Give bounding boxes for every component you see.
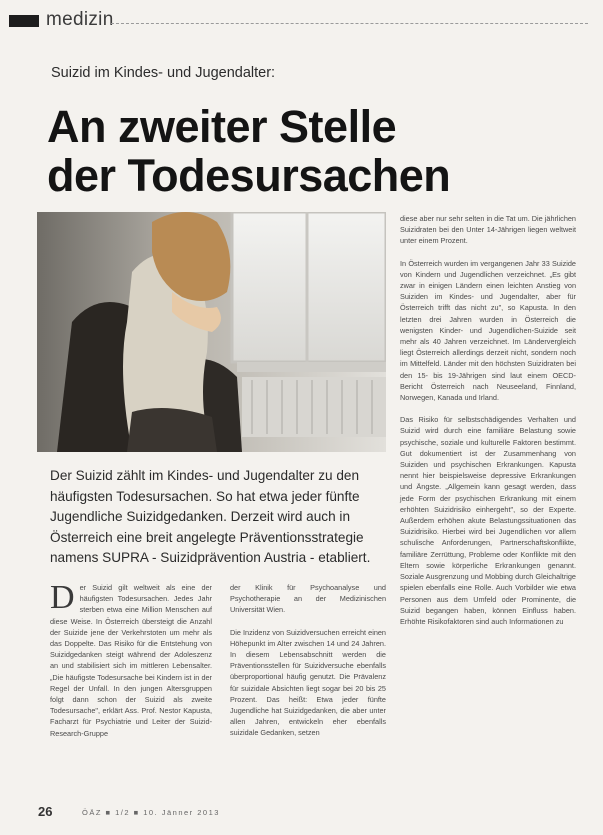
body-paragraph [50,582,212,739]
article-photo [37,212,386,452]
headline-line-2: der Todesursachen [47,150,451,201]
drop-cap: D [50,582,75,616]
lead-paragraph: Der Suizid zählt im Kindes- und Jugendalter zu den häufigsten Todesursachen. So hat etwa jeder fünfte Jugendliche Suizidgedanken. Derzeit wird auch in Österreich eine breit angelegte Präventionsstrategie namens SUPRA - Suizidprävention Austria - etabliert. [50,468,371,565]
body-paragraph: Das Risiko für selbstschädigendes Verhalten und Suizid wird durch eine familiäre Belastung sowie psychische, soziale und kulturelle Faktoren bestimmt. Gut dokumentiert ist der Zusammenhang von Suiziden und psychischen Erkrankungen. Kapusta nennt hier beispielsweise depressive Erkrankungen und Ängste. „Allgemein kann gesagt werden, dass jede Form der psychischen Erkrankung mit einem erhöhten Suizidrisiko einhergeht", so der Experte. Außerdem erhöhen akute Belastungssituationen das Suizidrisiko. Hierbei wird bei Jugendlichen vor allem schulische Anforderungen, Partnerschaftskonflikte, familiäre Zerrüttung, Probleme oder Konflikte mit den Eltern sowie körperliche Erkrankungen genannt. Soziale Ausgrenzung und Mobbing durch Gleichaltrige spielen ebenfalls eine Rolle. Auch Vorbilder wie etwa Personen aus dem Umfeld oder Prominente, die Suizid begangen haben, können Einfluss haben. Erhöhte Risikofaktoren sind auch Informationen zu [400,415,576,626]
photo-illustration [37,212,386,452]
magazine-line: ÖÄZ ■ 1/2 ■ 10. Jänner 2013 [82,808,220,817]
headline [47,102,587,200]
section-marker [9,15,39,27]
page-footer [38,804,578,820]
section-label: medizin [46,9,114,30]
body-paragraph-text: er Suizid gilt weltweit als eine der häufigsten Todesursachen. Jedes Jahr sterben etwa eine Million Menschen auf diese Weise. In Österreich übersteigt die Anzahl der Suizide jene der Verkehrstoten um mehr als das Doppelte. Das Risiko für die Entstehung von Suizidgedanken steigt während der Adoleszenz an und stabilisiert sich im mittleren Lebensalter. „Die häufigste Todesursache bei Kindern ist in der Regel der Unfall. In den jungen Altersgruppen folgt dann schon der Suizid als zweite Todesursache", erklärt Ass. Prof. Nestor Kapusta, Facharzt für Psychiatrie und Leiter der Suizid-Research-Gruppe [50,583,212,738]
section-rule [111,23,588,24]
body-column-left [50,582,212,792]
body-column-middle [230,582,386,792]
body-column-right [400,213,576,638]
body-paragraph: In Österreich wurden im vergangenen Jahr 33 Suizide von Kindern und Jugendlichen verzeichnet. „Es gibt zwar in einigen Ländern einen leichten Anstieg von Suiziden im Kindes- und Jugendalter, aber für Österreich trifft das nicht zu", so Kapusta. In den letzten drei Jahren wurden in Österreich die wenigsten Kinder- und Jugendlichen-Suizide seit mehr als 40 Jahren verzeichnet. Im Ländervergleich liegt Österreich allerdings derzeit nicht, sondern noch im Mittelfeld. Länder mit den höchsten Suizidraten bei den 15- bis 19-Jährigen sind laut einem OECD-Bericht Österreich nach Neuseeland, Finnland, Norwegen, Kanada und Irland. [400,258,576,403]
body-paragraph: Die Inzidenz von Suizidversuchen erreicht einen Höhepunkt im Alter zwischen 14 und 24 Jahren. In diesem Lebensabschnitt werden die Präventionsstellen für Suizidversuche ebenfalls überproportional häufig genutzt. Die Prävalenz für suizidale Absichten liegt sogar bei 20 bis 25 Prozent. Das heißt: Etwa jeder fünfte Jugendliche hat Suizidgedanken, die aber unter allen Jahren, entwickeln eher ebenfalls suizidale Gedanken, setzen [230,627,386,738]
body-paragraph: der Klinik für Psychoanalyse und Psychotherapie an der Medizinischen Universität Wien. [230,583,386,615]
page-number: 26 [38,804,53,819]
kicker: Suizid im Kindes- und Jugendalter: [51,65,276,81]
headline-line-1: An zweiter Stelle [47,101,397,152]
section-header [6,9,596,30]
body-paragraph: diese aber nur sehr selten in die Tat um. Die jährlichen Suizidraten bei den Unter 14-Jährigen liegen weltweit unter einem Prozent. [400,214,576,246]
